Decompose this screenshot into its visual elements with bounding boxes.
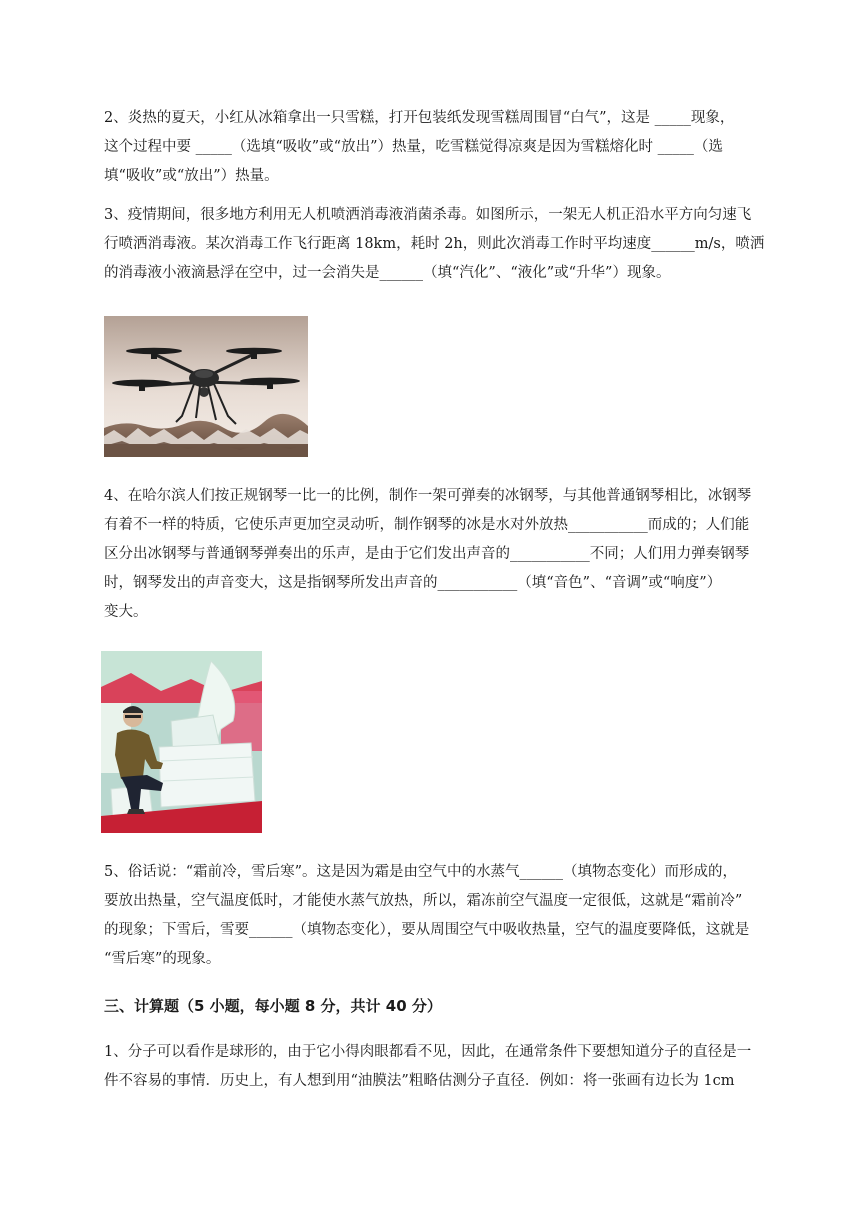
question-2 (104, 104, 804, 191)
question-4-line: 变大。 (104, 604, 148, 620)
calc-question-1-line: 件不容易的事情．历史上，有人想到用“油膜法”粗略估测分子直径．例如：将一张画有边长为 1cm (104, 1073, 735, 1089)
question-5-line: 的现象；下雪后，雪要______（填物态变化），要从周围空气中吸收热量，空气的温度要降低，这就是 (104, 922, 750, 938)
question-4-line: 有着不一样的特质，它使乐声更加空灵动听，制作钢琴的冰是水对外放热___________而成的；人们能 (104, 517, 750, 533)
question-2-line: 2、炎热的夏天，小红从冰箱拿出一只雪糕，打开包装纸发现雪糕周围冒“白气”，这是 _____现象， (104, 110, 735, 126)
calc-question-1-line: 1、分子可以看作是球形的，由于它小得肉眼都看不见，因此，在通常条件下要想知道分子的直径是一 (104, 1044, 752, 1060)
question-2-line: 填“吸收”或“放出”）热量。 (104, 168, 279, 184)
question-5-line: “雪后寒”的现象。 (104, 951, 221, 967)
question-2-line: 这个过程中要 _____（选填“吸收”或“放出”）热量，吃雪糕觉得凉爽是因为雪糕熔化时 _____（选 (104, 139, 723, 155)
question-5-line: 要放出热量，空气温度低时，才能使水蒸气放热，所以，霜冻前空气温度一定很低，这就是“霜前冷” (104, 893, 743, 909)
question-5 (104, 858, 804, 974)
question-4-line: 时，钢琴发出的声音变大，这是指钢琴所发出声音的___________（填“音色”、“音调”或“响度”） (104, 575, 722, 591)
question-3-line: 行喷洒消毒液。某次消毒工作飞行距离 18km，耗时 2h，则此次消毒工作时平均速度______m/s，喷洒 (104, 236, 765, 252)
drone-photo (104, 316, 308, 457)
calc-question-1 (104, 1038, 804, 1096)
question-5-line: 5、俗话说：“霜前冷，雪后寒”。这是因为霜是由空气中的水蒸气______（填物态变化）而形成的， (104, 864, 738, 880)
question-3-line: 的消毒液小液滴悬浮在空中，过一会消失是______（填“汽化”、“液化”或“升华”）现象。 (104, 265, 671, 281)
question-4-line: 4、在哈尔滨人们按正规钢琴一比一的比例，制作一架可弹奏的冰钢琴，与其他普通钢琴相比，冰钢琴 (104, 488, 752, 504)
question-3 (104, 201, 804, 288)
section-heading: 三、计算题（5 小题，每小题 8 分，共计 40 分） (104, 997, 442, 1015)
question-4 (104, 482, 804, 627)
ice-piano-photo (101, 651, 262, 833)
question-4-line: 区分出冰钢琴与普通钢琴弹奏出的乐声，是由于它们发出声音的___________不同；人们用力弹奏钢琴 (104, 546, 750, 562)
question-3-line: 3、疫情期间，很多地方利用无人机喷洒消毒液消菌杀毒。如图所示，一架无人机正沿水平方向匀速飞 (104, 207, 752, 223)
